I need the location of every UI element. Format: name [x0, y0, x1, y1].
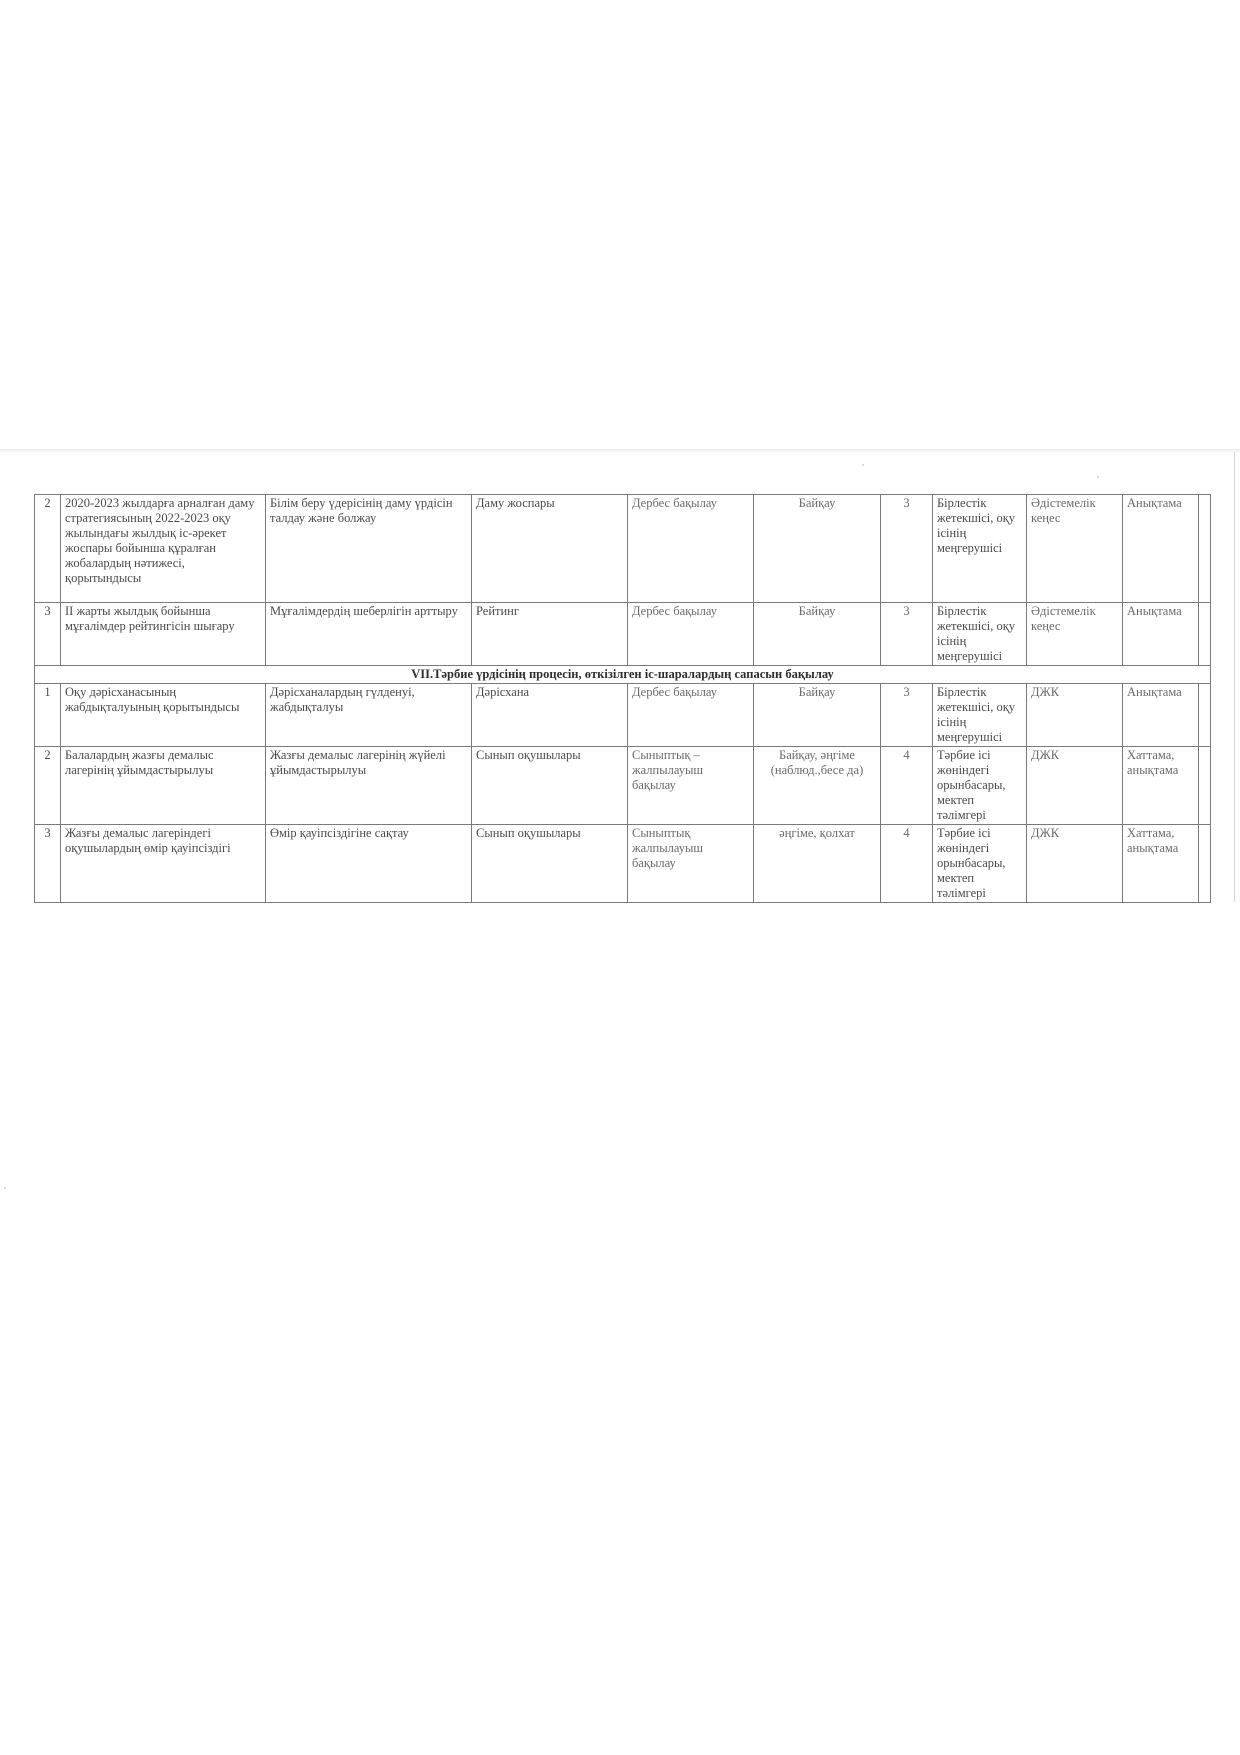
control-type: Сыныптық – жалпылауыш бақылау: [628, 747, 754, 825]
review-place: ДЖК: [1027, 747, 1123, 825]
empty-cell: [1199, 603, 1211, 666]
table-body-bottom: [35, 684, 1211, 903]
scan-speck: [1097, 476, 1099, 478]
control-method: әңгіме, қолхат: [754, 825, 881, 903]
control-type: Дербес бақылау: [628, 603, 754, 666]
table-row: [35, 603, 1211, 666]
control-period: 4: [881, 747, 933, 825]
row-number: 3: [35, 603, 61, 666]
result-form: Анықтама: [1123, 495, 1199, 603]
control-goal: Жазғы демалыс лагерінің жүйелі ұйымдастырылуы: [266, 747, 472, 825]
control-object: Даму жоспары: [472, 495, 628, 603]
control-method: Байқау, әңгіме (наблюд.,бесе да): [754, 747, 881, 825]
empty-cell: [1199, 747, 1211, 825]
control-goal: Мұғалімдердің шеберлігін арттыру: [266, 603, 472, 666]
result-form: Анықтама: [1123, 684, 1199, 747]
responsible-person: Бірлестік жетекшісі, оқу ісінің меңгерушісі: [933, 603, 1027, 666]
table-row: [35, 747, 1211, 825]
review-place: Әдістемелік кеңес: [1027, 495, 1123, 603]
row-number: 3: [35, 825, 61, 903]
control-object: Сынып оқушылары: [472, 825, 628, 903]
control-topic: Оқу дәрісханасының жабдықталуының қорытындысы: [61, 684, 266, 747]
control-object: Сынып оқушылары: [472, 747, 628, 825]
control-object: Рейтинг: [472, 603, 628, 666]
empty-cell: [1199, 495, 1211, 603]
table-row: [35, 495, 1211, 603]
row-number: 1: [35, 684, 61, 747]
control-type: Дербес бақылау: [628, 684, 754, 747]
control-goal: Өмір қауіпсіздігіне сақтау: [266, 825, 472, 903]
table-body-top: [35, 495, 1211, 684]
empty-cell: [1199, 684, 1211, 747]
result-form: Анықтама: [1123, 603, 1199, 666]
control-method: Байқау: [754, 495, 881, 603]
row-number: 2: [35, 747, 61, 825]
scan-edge-line: [1234, 452, 1235, 902]
control-type: Сыныптық жалпылауыш бақылау: [628, 825, 754, 903]
control-period: 4: [881, 825, 933, 903]
control-topic: II жарты жылдық бойынша мұғалімдер рейтингісін шығару: [61, 603, 266, 666]
control-type: Дербес бақылау: [628, 495, 754, 603]
responsible-person: Бірлестік жетекшісі, оқу ісінің меңгерушісі: [933, 684, 1027, 747]
scan-speck: [862, 464, 864, 466]
control-plan-table: [34, 494, 1211, 903]
review-place: ДЖК: [1027, 825, 1123, 903]
control-topic: Жазғы демалыс лагеріндегі оқушылардың өмір қауіпсіздігі: [61, 825, 266, 903]
control-topic: Балалардың жазғы демалыс лагерінің ұйымдастырылуы: [61, 747, 266, 825]
responsible-person: Тәрбие ісі жөніндегі орынбасары, мектеп тәлімгері: [933, 747, 1027, 825]
control-object: Дәрісхана: [472, 684, 628, 747]
result-form: Хаттама, анықтама: [1123, 825, 1199, 903]
review-place: ДЖК: [1027, 684, 1123, 747]
control-period: 3: [881, 603, 933, 666]
responsible-person: Бірлестік жетекшісі, оқу ісінің меңгерушісі: [933, 495, 1027, 603]
control-method: Байқау: [754, 684, 881, 747]
control-period: 3: [881, 495, 933, 603]
row-number: 2: [35, 495, 61, 603]
result-form: Хаттама, анықтама: [1123, 747, 1199, 825]
table-row: [35, 825, 1211, 903]
section-header-row: [35, 666, 1211, 684]
control-method: Байқау: [754, 603, 881, 666]
control-period: 3: [881, 684, 933, 747]
empty-cell: [1199, 825, 1211, 903]
control-topic: 2020-2023 жылдарға арналған даму стратегиясының 2022-2023 оқу жылындағы жылдық іс-әрекет жоспары бойынша құралған жобалардың нәтижесі, қорытындысы: [61, 495, 266, 603]
control-goal: Дәрісханалардың гүлденуі, жабдықталуы: [266, 684, 472, 747]
scan-speck: [4, 1187, 6, 1189]
responsible-person: Тәрбие ісі жөніндегі орынбасары, мектеп тәлімгері: [933, 825, 1027, 903]
control-goal: Білім беру үдерісінің даму үрдісін талдау және болжау: [266, 495, 472, 603]
table-row: [35, 684, 1211, 747]
section-title: VII.Тәрбие үрдісінің процесін, өткізілген іс-шаралардың сапасын бақылау: [35, 666, 1211, 684]
scan-shadow: [0, 449, 1240, 453]
review-place: Әдістемелік кеңес: [1027, 603, 1123, 666]
